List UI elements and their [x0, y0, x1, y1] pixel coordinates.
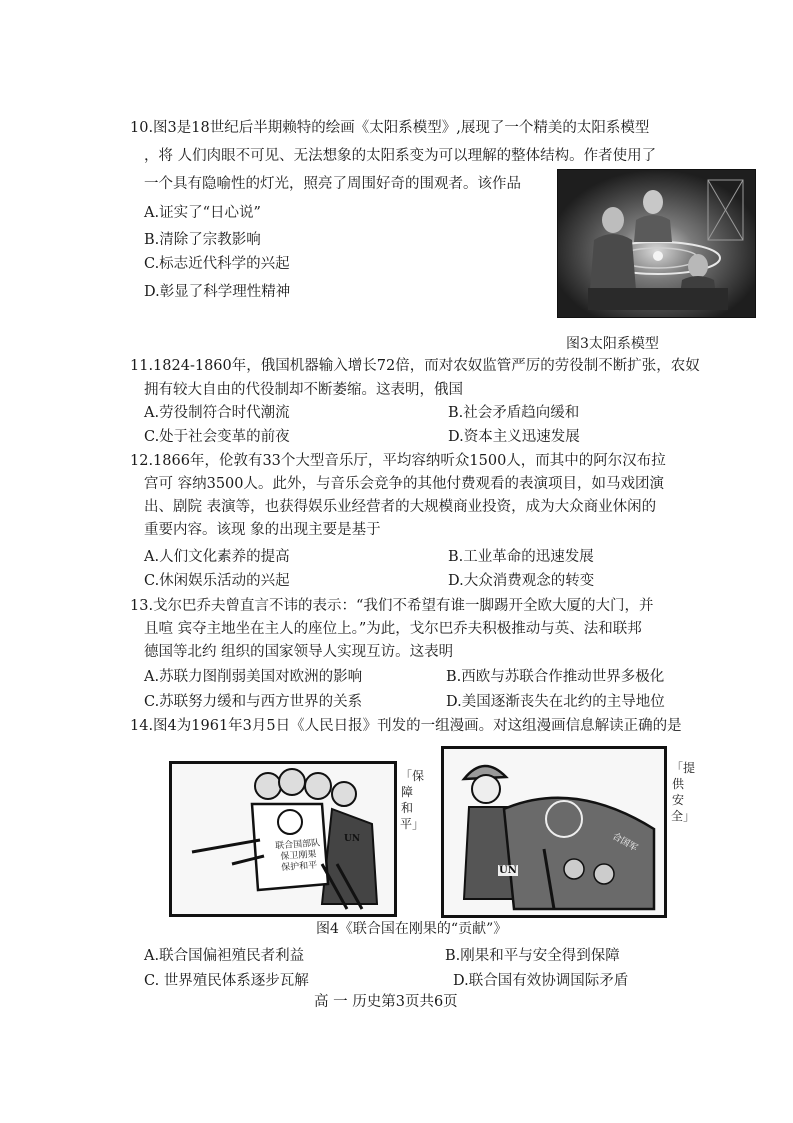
q10-option-a: A.证实了“日心说”	[144, 205, 261, 221]
cartoon-right-un-army-tag: 合国军	[610, 831, 639, 854]
q10-stem-line-1: 10.图3是18世纪后半期赖特的绘画《太阳系模型》,展现了一个精美的太阳系模型	[130, 120, 650, 136]
q12-option-b: B.工业革命的迅速发展	[448, 549, 594, 565]
q12-stem-line-2: 宫可 容纳3500人。此外，与音乐会竞争的其他付费观看的表演项目，如马戏团演	[144, 476, 665, 492]
q10-stem-line-3: 一个具有隐喻性的灯光，照亮了周围好奇的围观者。该作品	[144, 176, 521, 192]
q10-option-b: B.清除了宗教影响	[144, 232, 261, 248]
cartoon-left-sign-line-1: 联合国部队	[274, 838, 321, 852]
q14-option-c: C. 世界殖民体系逐步瓦解	[144, 973, 309, 989]
cartoon-left-sign-line-2: 保卫刚果	[280, 849, 317, 863]
q10-option-d: D.彰显了科学理性精神	[144, 284, 291, 300]
cartoon-left-illustration	[172, 764, 394, 914]
q13-stem-line-3: 德国等北约 组织的国家领导人实现互访。这表明	[144, 644, 454, 660]
q11-option-a: A.劳役制符合时代潮流	[144, 405, 290, 421]
q13-option-d: D.美国逐渐丧失在北约的主导地位	[446, 694, 665, 710]
q12-option-d: D.大众消费观念的转变	[448, 573, 595, 589]
orrery-painting-illustration	[558, 170, 755, 317]
q13-stem-line-1: 13.戈尔巴乔夫曾直言不讳的表示：“我们不希望有谁一脚踢开全欧大厦的大门，并	[130, 598, 654, 614]
cartoon-left-un-tag: UN	[344, 834, 361, 844]
q12-stem-line-4: 重要内容。该现 象的出现主要是基于	[144, 522, 381, 538]
q11-option-c: C.处于社会变革的前夜	[144, 429, 290, 445]
figure-3-caption: 图3太阳系模型	[566, 336, 659, 352]
page-footer: 高 一 历史第3页共6页	[314, 994, 458, 1010]
cartoon-right-side-label: 「提供安全」	[671, 761, 696, 823]
q11-option-d: D.资本主义迅速发展	[448, 429, 580, 445]
q10-stem-line-2: ，将 人们肉眼不可见、无法想象的太阳系变为可以理解的整体结构。作者使用了	[144, 148, 657, 164]
cartoon-right-security	[441, 746, 667, 918]
q11-stem-line-1: 11.1824-1860年，俄国机器输入增长72倍，而对农奴监管严厉的劳役制不断扩张，农奴	[130, 358, 700, 374]
q12-option-a: A.人们文化素养的提高	[144, 549, 290, 565]
q13-option-c: C.苏联努力缓和与西方世界的关系	[144, 694, 363, 710]
q13-option-b: B.西欧与苏联合作推动世界多极化	[446, 669, 665, 685]
q12-option-c: C.休闲娱乐活动的兴起	[144, 573, 290, 589]
cartoon-left-peace	[169, 761, 397, 917]
q11-stem-line-2: 拥有较大自由的代役制却不断萎缩。这表明，俄国	[144, 382, 463, 398]
cartoon-left-sign-line-3: 保护和平	[280, 860, 318, 874]
figure-4-caption: 图4《联合国在刚果的“贡献”》	[316, 921, 508, 937]
orrery-painting-figure	[557, 169, 756, 318]
cartoon-right-un-tag: UN	[499, 865, 517, 876]
q12-stem-line-1: 12.1866年，伦敦有33个大型音乐厅，平均容纳听众1500人，而其中的阿尔汉布拉	[130, 453, 666, 469]
q14-option-d: D.联合国有效协调国际矛盾	[453, 973, 629, 989]
q10-option-c: C.标志近代科学的兴起	[144, 256, 290, 272]
q13-stem-line-2: 且喧 宾夺主地坐在主人的座位上。”为此，戈尔巴乔夫积极推动与英、法和联邦	[144, 621, 642, 637]
q14-option-b: B.刚果和平与安全得到保障	[445, 948, 620, 964]
q13-option-a: A.苏联力图削弱美国对欧洲的影响	[144, 669, 363, 685]
q14-option-a: A.联合国偏袒殖民者利益	[144, 948, 305, 964]
cartoon-left-side-label: 「保障和平」	[400, 769, 425, 831]
q12-stem-line-3: 出、剧院 表演等，也获得娱乐业经营者的大规模商业投资，成为大众商业休闲的	[144, 499, 657, 515]
cartoon-right-illustration	[444, 749, 664, 915]
q14-stem-line-1: 14.图4为1961年3月5日《人民日报》刊发的一组漫画。对这组漫画信息解读正确的是	[130, 718, 682, 734]
q11-option-b: B.社会矛盾趋向缓和	[448, 405, 580, 421]
